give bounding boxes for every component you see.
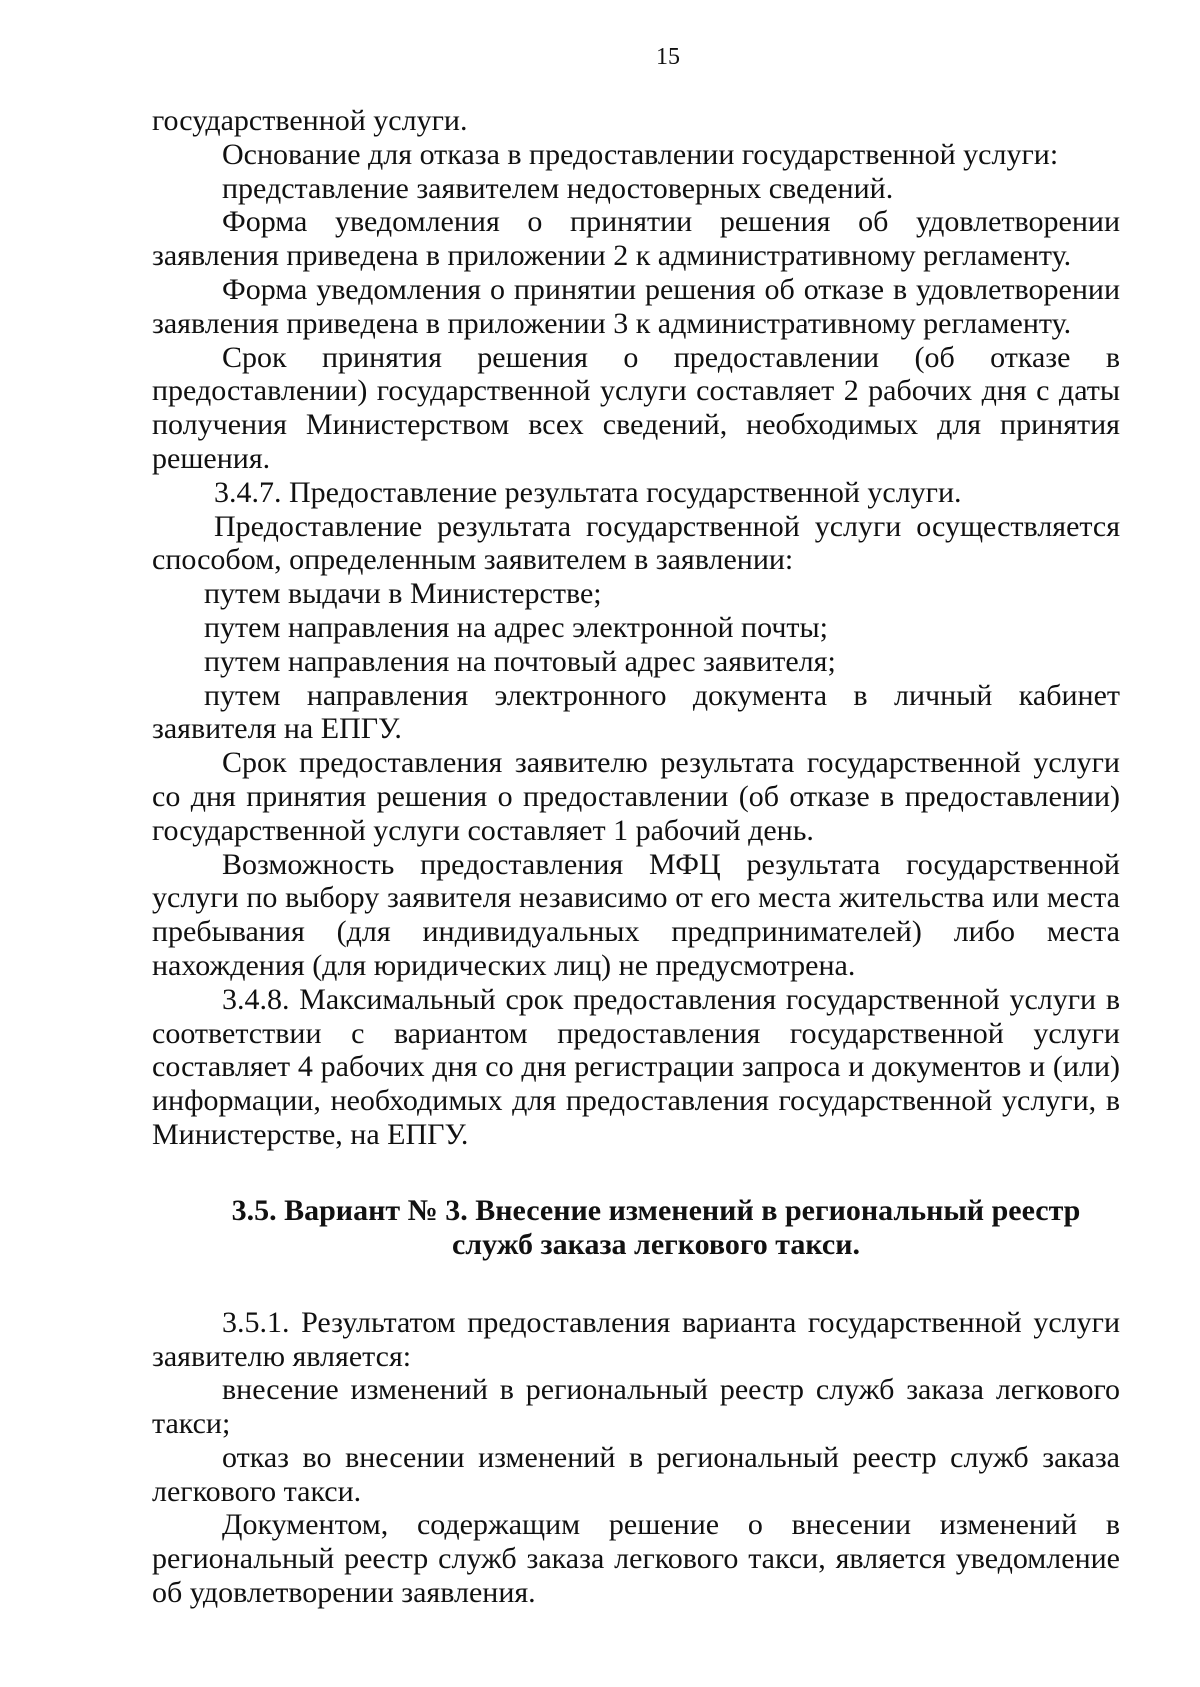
section-heading-line: 3.5. Вариант № 3. Внесение изменений в региональный реестр: [231, 1193, 1081, 1227]
paragraph: Срок предоставления заявителю результата государственной услуги со дня принятия решения о предоставлении (об отказе в предоставлении) государственной услуги составляет 1 рабочий день.: [152, 746, 1120, 847]
paragraph: Возможность предоставления МФЦ результата государственной услуги по выбору заявителя независимо от его места жительства или места пребывания (для индивидуальных предпринимателей) либо места нахождения (для юридических лиц) не предусмотрена.: [152, 847, 1120, 982]
section-heading-line: служб заказа легкового такси.: [451, 1227, 861, 1261]
document-body: [152, 104, 1120, 1610]
paragraph: Основание для отказа в предоставлении государственной услуги:: [222, 137, 1059, 171]
paragraph: 3.5.1. Результатом предоставления варианта государственной услуги заявителю является:: [152, 1305, 1120, 1373]
list-item: путем направления электронного документа в личный кабинет заявителя на ЕПГУ.: [152, 678, 1120, 746]
paragraph: Форма уведомления о принятии решения об отказе в удовлетворении заявления приведена в приложении 3 к административному регламенту.: [152, 272, 1120, 340]
list-item: путем направления на адрес электронной почты;: [204, 610, 829, 644]
paragraph: Форма уведомления о принятии решения об удовлетворении заявления приведена в приложении 2 к административному регламенту.: [152, 205, 1120, 273]
list-item: путем направления на почтовый адрес заявителя;: [204, 644, 836, 678]
section-heading: [152, 1194, 1120, 1262]
paragraph: 3.4.8. Максимальный срок предоставления государственной услуги в соответствии с вариантом предоставления государственной услуги составляет 4 рабочих дня со дня регистрации запроса и документов и (или) информации, необходимых для предоставления государственной услуги, в Министерстве, на ЕПГУ.: [152, 982, 1120, 1151]
paragraph: государственной услуги.: [152, 104, 468, 137]
paragraph: представление заявителем недостоверных сведений.: [222, 171, 894, 205]
paragraph: Документом, содержащим решение о внесении изменений в региональный реестр служб заказа легкового такси, является уведомление об удовлетворении заявления.: [152, 1508, 1120, 1610]
section-title: 3.4.7. Предоставление результата государственной услуги.: [214, 475, 962, 509]
list-item: внесение изменений в региональный реестр служб заказа легкового такси;: [152, 1373, 1120, 1441]
paragraph: Предоставление результата государственной услуги осуществляется способом, определенным заявителем в заявлении:: [152, 509, 1120, 577]
list-item: отказ во внесении изменений в региональный реестр служб заказа легкового такси.: [152, 1440, 1120, 1508]
paragraph: Срок принятия решения о предоставлении (об отказе в предоставлении) государственной услуги составляет 2 рабочих дня с даты получения Министерством всех сведений, необходимых для принятия решения.: [152, 340, 1120, 475]
list-item: путем выдачи в Министерстве;: [204, 577, 602, 611]
page-number: 15: [656, 44, 680, 70]
